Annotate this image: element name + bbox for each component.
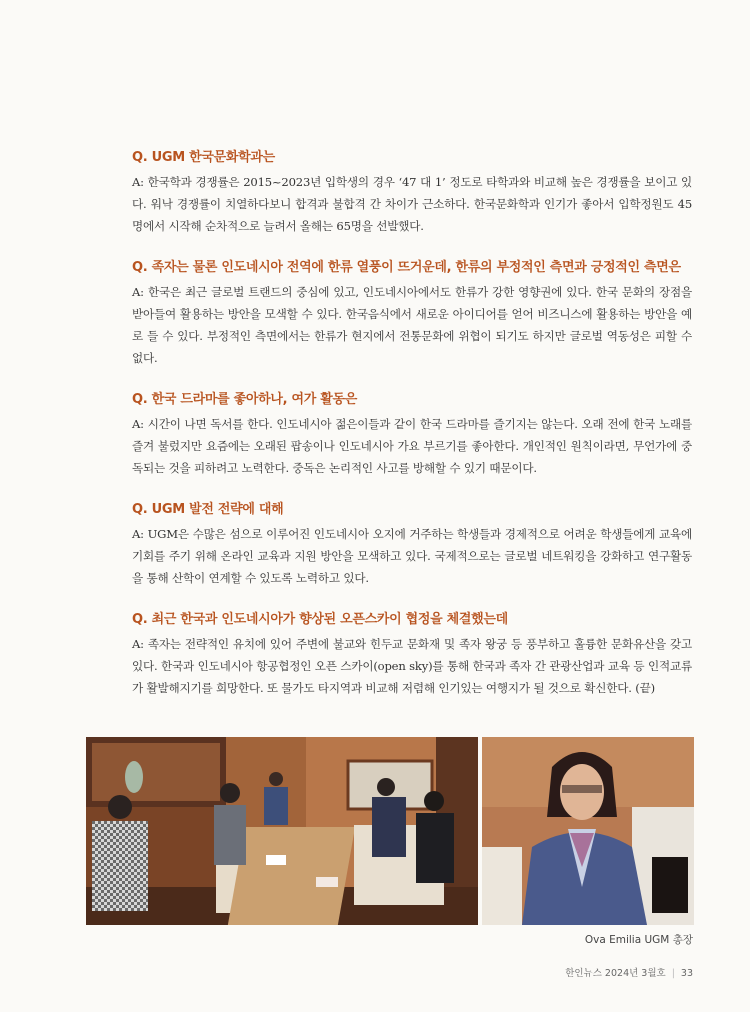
portrait-illustration [482,737,694,925]
answer-paragraph: A: 시간이 나면 독서를 한다. 인도네시아 젊은이들과 같이 한국 드라마를 즐기지는 않는다. 오래 전에 한국 노래를 즐겨 불렀지만 요즘에는 오래된 팝송이나 인도네시아 가요 부르기를 좋아한다. 개인적인 원칙이라면, 무언가에 중독되는 것을 피하려고 노력한다. 중독은 논리적인 사고를 방해할 수 있기 때문이다. [132,417,692,475]
photo-caption: Ova Emilia UGM 총장 [584,934,693,946]
portrait-photo [482,737,694,925]
question-heading: Q. 최근 한국과 인도네시아가 향상된 오픈스카이 협정을 체결했는데 [132,612,508,627]
meeting-illustration [86,737,478,925]
page-footer [565,965,693,979]
question-heading: Q. UGM 발전 전략에 대해 [132,502,284,517]
footer-separator: | [671,968,675,979]
qa-block [132,610,692,699]
page-number: 33 [680,968,693,979]
answer-paragraph: A: UGM은 수많은 섬으로 이루어진 인도네시아 오지에 거주하는 학생들과 경제적으로 어려운 학생들에게 교육에 기회를 주기 위해 온라인 교육과 지원 방안을 모색하고 있다. 국제적으로는 글로벌 네트워킹을 강화하고 연구활동을 통해 산학이 연계할 수 있도록 노력하고 있다. [132,527,692,585]
publication-name: 한인뉴스 2024년 3월호 [565,968,666,979]
question-heading: Q. UGM 한국문화학과는 [132,150,275,165]
photo-strip [86,737,694,925]
meeting-photo [86,737,478,925]
question-heading: Q. 한국 드라마를 좋아하나, 여가 활동은 [132,392,358,407]
qa-block [132,258,692,369]
qa-block [132,500,692,589]
answer-paragraph: A: 한국은 최근 글로벌 트랜드의 중심에 있고, 인도네시아에서도 한류가 강한 영향권에 있다. 한국 문화의 장점을 받아들여 활용하는 방안을 모색할 수 있다. 한국음식에서 새로운 아이디어를 얻어 비즈니스에 활용하는 방안을 예로 들 수 있다. 부정적인 측면에서는 한류가 현지에서 전통문화에 위협이 되기도 하지만 글로벌 역동성은 피할 수 없다. [132,285,692,365]
answer-paragraph: A: 한국학과 경쟁률은 2015~2023년 입학생의 경우 ‘47 대 1’ 정도로 타학과와 비교해 높은 경쟁률을 보이고 있다. 워낙 경쟁률이 치열하다보니 합격과 불합격 간 차이가 근소하다. 한국문화학과 인기가 좋아서 입학정원도 45명에서 시작해 순차적으로 늘려서 올해는 65명을 선발했다. [132,175,692,233]
qa-block [132,390,692,479]
answer-paragraph: A: 족자는 전략적인 유치에 있어 주변에 불교와 힌두교 문화재 및 족자 왕궁 등 풍부하고 훌륭한 문화유산을 갖고 있다. 한국과 인도네시아 항공협정인 오픈 스카이(open sky)를 통해 한국과 족자 간 관광산업과 교육 등 인적교류가 활발해지기를 희망한다. 또 물가도 타지역과 비교해 저렴해 인기있는 여행지가 될 것으로 확신한다. (끝) [132,637,692,695]
question-heading: Q. 족자는 물론 인도네시아 전역에 한류 열풍이 뜨거운데, 한류의 부정적인 측면과 긍정적인 측면은 [132,260,681,275]
article-body [132,148,692,720]
qa-block [132,148,692,237]
